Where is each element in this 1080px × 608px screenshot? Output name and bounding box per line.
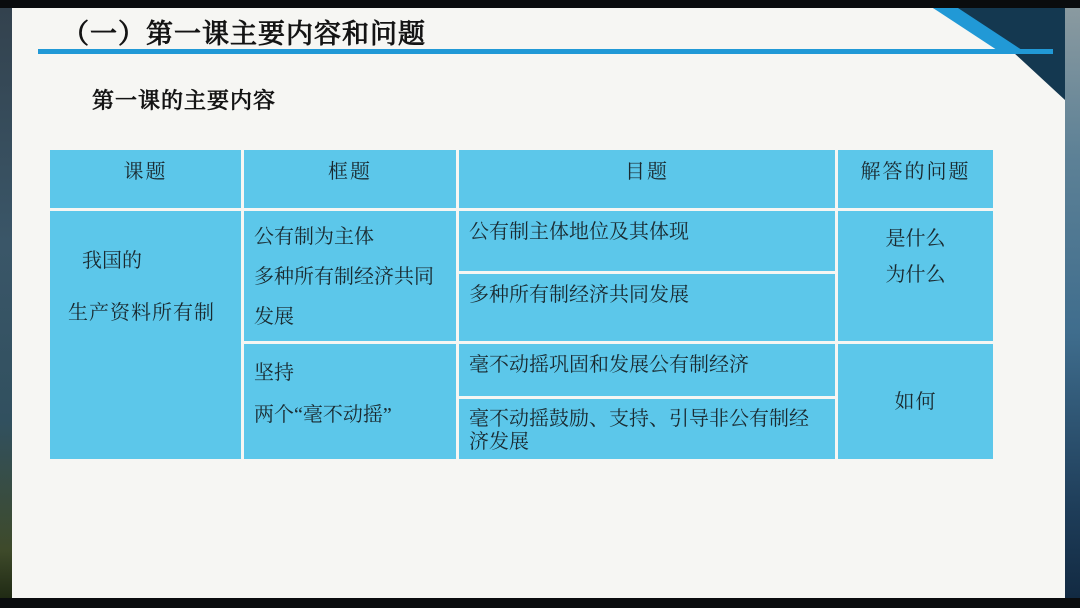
background-right-edge bbox=[1065, 8, 1080, 598]
header-questions: 解答的问题 bbox=[838, 150, 993, 208]
answer-1-line-2: 为什么 bbox=[885, 264, 946, 286]
topic-cell bbox=[50, 211, 241, 459]
lesson-content-table bbox=[50, 150, 993, 459]
answer-cell-1 bbox=[838, 211, 993, 341]
topic-line-2: 生产资料所有制 bbox=[68, 302, 215, 324]
title-underline-rule bbox=[38, 49, 1053, 54]
topic-line-1: 我国的 bbox=[82, 250, 142, 272]
answer-cell-2: 如何 bbox=[838, 344, 993, 459]
answer-1-line-1: 是什么 bbox=[885, 228, 946, 250]
slide-subtitle: 第一课的主要内容 bbox=[92, 88, 277, 113]
presentation-slide bbox=[12, 8, 1065, 598]
frame-1-line-1: 公有制为主体 bbox=[254, 226, 374, 248]
frame-cell-1 bbox=[244, 211, 456, 341]
frame-1-line-2: 多种所有制经济共同发展 bbox=[254, 266, 434, 328]
header-frame: 框题 bbox=[244, 150, 456, 208]
background-left-edge bbox=[0, 8, 12, 598]
frame-cell-2 bbox=[244, 344, 456, 459]
frame-2-line-2: 两个“毫不动摇” bbox=[254, 404, 392, 426]
corner-decoration bbox=[930, 8, 1065, 108]
header-topic: 课题 bbox=[50, 150, 241, 208]
frame-2-line-1: 坚持 bbox=[254, 362, 294, 384]
item-cell-4: 毫不动摇鼓励、支持、引导非公有制经济发展 bbox=[459, 399, 835, 459]
slide-title: （一）第一课主要内容和问题 bbox=[62, 19, 426, 49]
corner-navy-triangle bbox=[933, 8, 1065, 100]
header-item: 目题 bbox=[459, 150, 835, 208]
item-cell-1: 公有制主体地位及其体现 bbox=[459, 211, 835, 271]
item-cell-3: 毫不动摇巩固和发展公有制经济 bbox=[459, 344, 835, 396]
item-cell-2: 多种所有制经济共同发展 bbox=[459, 274, 835, 341]
